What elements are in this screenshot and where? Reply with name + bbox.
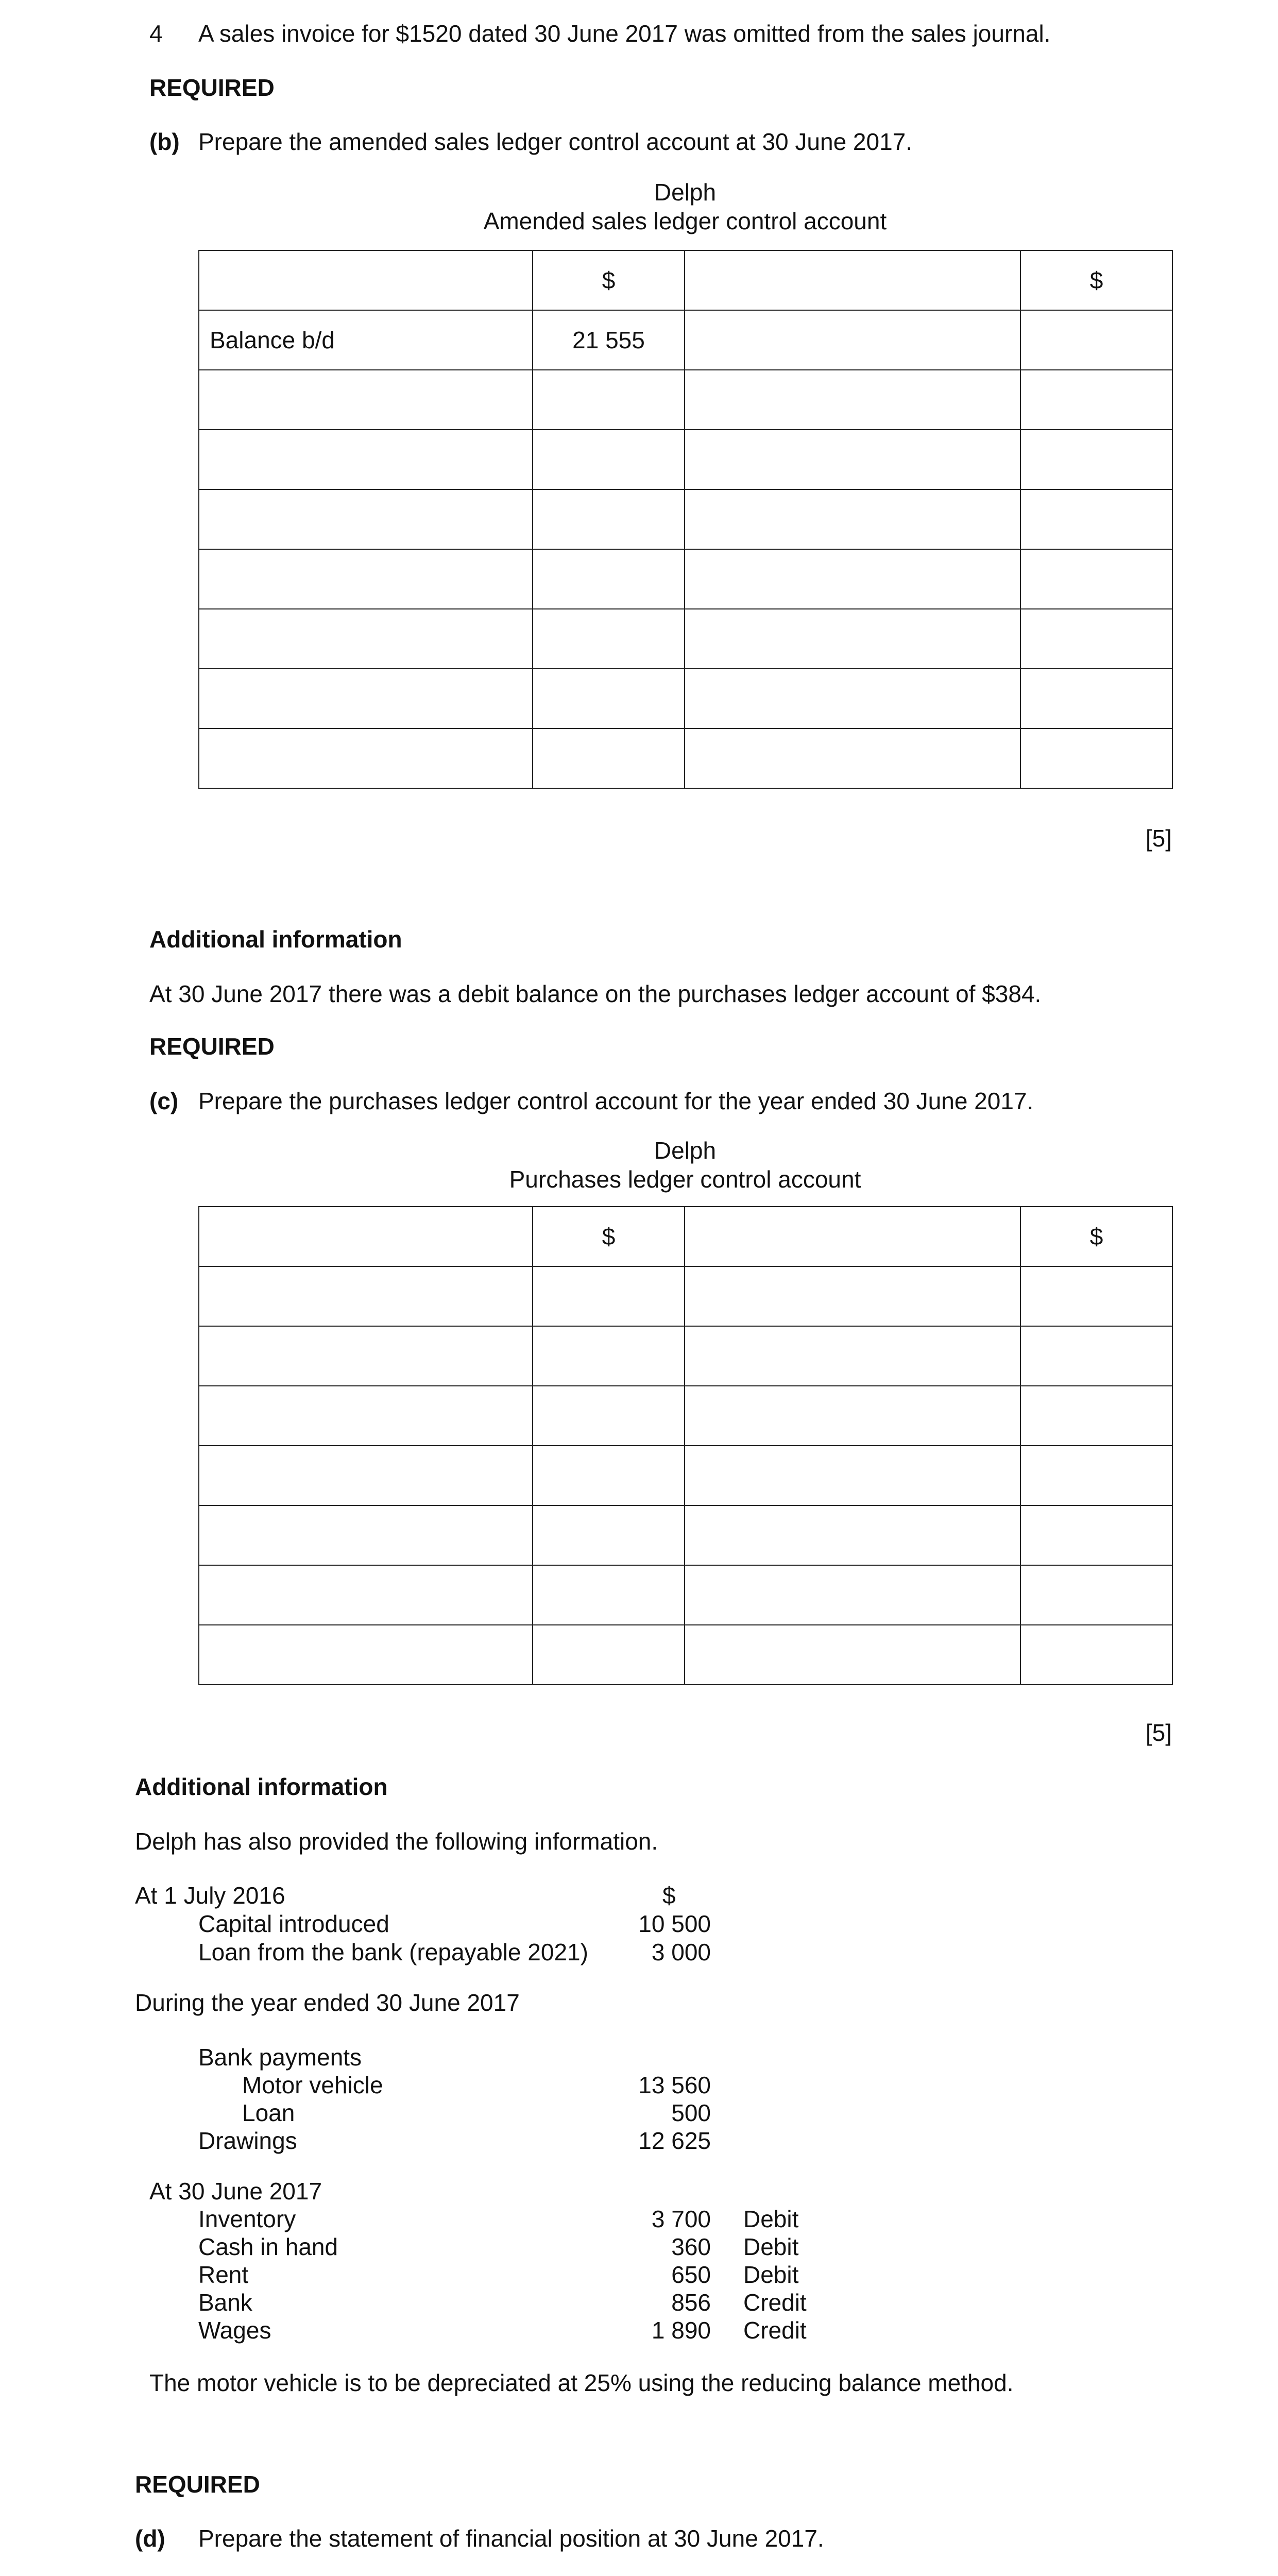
drawings-value: 12 625: [638, 2127, 711, 2154]
balance-value: 360: [671, 2233, 711, 2260]
answer-cell[interactable]: [1020, 1266, 1172, 1326]
answer-cell[interactable]: [533, 1266, 685, 1326]
answer-cell[interactable]: [533, 728, 685, 788]
answer-cell[interactable]: [199, 728, 533, 788]
answer-cell[interactable]: [533, 430, 685, 489]
answer-cell[interactable]: [199, 669, 533, 728]
part-d-instruction: Prepare the statement of financial position at 30 June 2017.: [198, 2525, 824, 2552]
required-heading-b: REQUIRED: [149, 74, 275, 101]
table-row: [199, 1386, 1172, 1446]
at-end-label: At 30 June 2017: [149, 2178, 322, 2205]
balance-label: Inventory: [198, 2206, 296, 2232]
balance-value: 650: [671, 2261, 711, 2288]
table-row: [199, 728, 1172, 788]
answer-cell[interactable]: [199, 1446, 533, 1505]
answer-cell[interactable]: [685, 1625, 1020, 1685]
account-title-c-name: Purchases ledger control account: [509, 1166, 861, 1193]
answer-cell[interactable]: [685, 1446, 1020, 1505]
answer-cell[interactable]: [1020, 1565, 1172, 1625]
required-heading-d: REQUIRED: [135, 2471, 260, 2498]
table-row: [199, 549, 1172, 609]
answer-cell[interactable]: [199, 1565, 533, 1625]
marks-b: [5]: [1145, 825, 1172, 852]
answer-cell[interactable]: [533, 1505, 685, 1565]
answer-cell[interactable]: [199, 1386, 533, 1446]
loan-repayment-label: Loan: [242, 2099, 295, 2126]
account-title-b-name: Amended sales ledger control account: [483, 208, 887, 234]
answer-cell[interactable]: [199, 1326, 533, 1386]
answer-cell[interactable]: [1020, 549, 1172, 609]
answer-cell[interactable]: [199, 549, 533, 609]
answer-cell[interactable]: [533, 1326, 685, 1386]
answer-cell[interactable]: [199, 430, 533, 489]
balance-side: Credit: [743, 2289, 807, 2316]
answer-cell[interactable]: [685, 609, 1020, 669]
required-heading-c: REQUIRED: [149, 1033, 275, 1060]
table-row: [199, 489, 1172, 549]
balance-label: Rent: [198, 2261, 249, 2288]
answer-cell[interactable]: [1020, 669, 1172, 728]
answer-cell[interactable]: [1020, 728, 1172, 788]
account-title-c-entity: Delph: [654, 1137, 717, 1164]
part-b-label: (b): [149, 128, 180, 155]
header-cell: [685, 250, 1020, 310]
balance-side: Debit: [743, 2206, 799, 2232]
question-number: 4: [149, 20, 163, 47]
answer-cell[interactable]: [685, 310, 1020, 370]
table-row: [199, 430, 1172, 489]
balance-label: Bank: [198, 2289, 252, 2316]
answer-cell[interactable]: [685, 669, 1020, 728]
answer-cell[interactable]: [533, 609, 685, 669]
answer-cell[interactable]: 21 555: [533, 310, 685, 370]
header-cell: $: [1020, 250, 1172, 310]
answer-cell[interactable]: [685, 430, 1020, 489]
answer-cell[interactable]: [685, 1266, 1020, 1326]
answer-cell[interactable]: [533, 1446, 685, 1505]
answer-cell[interactable]: [533, 669, 685, 728]
additional-info-text-c: At 30 June 2017 there was a debit balance on the purchases ledger account of $384.: [149, 980, 1042, 1007]
table-row: [199, 370, 1172, 430]
table-header-row: [199, 1207, 1172, 1266]
drawings-label: Drawings: [198, 2127, 297, 2154]
part-c-instruction: Prepare the purchases ledger control account for the year ended 30 June 2017.: [198, 1088, 1034, 1114]
answer-cell[interactable]: [685, 1326, 1020, 1386]
depreciation-note: The motor vehicle is to be depreciated at 25% using the reducing balance method.: [149, 2369, 1014, 2396]
table-row: [199, 310, 1172, 370]
loan-repayment-value: 500: [671, 2099, 711, 2126]
balance-side: Credit: [743, 2317, 807, 2344]
header-cell: $: [533, 250, 685, 310]
answer-cell[interactable]: [1020, 1326, 1172, 1386]
table-row: [199, 1565, 1172, 1625]
answer-cell[interactable]: [533, 1386, 685, 1446]
answer-cell[interactable]: [1020, 1446, 1172, 1505]
answer-cell[interactable]: [1020, 310, 1172, 370]
answer-cell[interactable]: [199, 1266, 533, 1326]
answer-cell[interactable]: [1020, 489, 1172, 549]
table-row: [199, 1266, 1172, 1326]
part-b-instruction: Prepare the amended sales ledger control account at 30 June 2017.: [198, 128, 913, 155]
table-row: [199, 1625, 1172, 1685]
header-cell: $: [1020, 1207, 1172, 1266]
answer-cell[interactable]: [199, 609, 533, 669]
answer-cell[interactable]: [1020, 430, 1172, 489]
additional-info-heading-c: Additional information: [149, 926, 402, 953]
additional-info-intro: Delph has also provided the following information.: [135, 1828, 658, 1855]
balance-side: Debit: [743, 2261, 799, 2288]
answer-cell[interactable]: [533, 370, 685, 430]
account-title-b-entity: Delph: [654, 179, 717, 206]
answer-cell[interactable]: [1020, 1625, 1172, 1685]
answer-cell[interactable]: Balance b/d: [199, 310, 533, 370]
answer-cell[interactable]: [199, 489, 533, 549]
answer-cell[interactable]: [533, 1565, 685, 1625]
balance-value: 856: [671, 2289, 711, 2316]
table-row: [199, 1446, 1172, 1505]
answer-cell[interactable]: [1020, 609, 1172, 669]
during-year-label: During the year ended 30 June 2017: [135, 1989, 520, 2016]
header-cell: $: [533, 1207, 685, 1266]
answer-cell[interactable]: [685, 1386, 1020, 1446]
header-cell: [199, 1207, 533, 1266]
question-intro: A sales invoice for $1520 dated 30 June 2017 was omitted from the sales journal.: [198, 20, 1051, 47]
part-d-label: (d): [135, 2525, 165, 2552]
balance-side: Debit: [743, 2233, 799, 2260]
answer-cell[interactable]: [685, 370, 1020, 430]
table-row: [199, 1326, 1172, 1386]
header-cell: [685, 1207, 1020, 1266]
capital-value: 10 500: [638, 1910, 711, 1937]
table-row: [199, 1505, 1172, 1565]
answer-cell[interactable]: [1020, 1505, 1172, 1565]
answer-cell[interactable]: [533, 489, 685, 549]
answer-cell[interactable]: [1020, 1386, 1172, 1446]
answer-cell[interactable]: [199, 1625, 533, 1685]
answer-cell[interactable]: [533, 549, 685, 609]
marks-c: [5]: [1145, 1719, 1172, 1746]
answer-cell[interactable]: [685, 1565, 1020, 1625]
balance-label: Wages: [198, 2317, 271, 2344]
loan-label: Loan from the bank (repayable 2021): [198, 1939, 588, 1965]
answer-cell[interactable]: [1020, 370, 1172, 430]
answer-cell[interactable]: [199, 1505, 533, 1565]
answer-cell[interactable]: [533, 1625, 685, 1685]
balance-value: 1 890: [651, 2317, 711, 2344]
sales-ledger-control-account-table: [198, 250, 1173, 789]
answer-cell[interactable]: [685, 489, 1020, 549]
motor-vehicle-label: Motor vehicle: [242, 2072, 383, 2098]
answer-cell[interactable]: [199, 370, 533, 430]
motor-vehicle-value: 13 560: [638, 2072, 711, 2098]
table-header-row: [199, 250, 1172, 310]
answer-cell[interactable]: [685, 728, 1020, 788]
bank-payments-label: Bank payments: [198, 2044, 362, 2071]
capital-label: Capital introduced: [198, 1910, 389, 1937]
purchases-ledger-control-account-table: [198, 1206, 1173, 1685]
currency-header: $: [662, 1882, 676, 1909]
table-row: [199, 669, 1172, 728]
balance-value: 3 700: [651, 2206, 711, 2232]
part-c-label: (c): [149, 1088, 179, 1114]
header-cell: [199, 250, 533, 310]
balance-label: Cash in hand: [198, 2233, 338, 2260]
loan-value: 3 000: [651, 1939, 711, 1965]
table-row: [199, 609, 1172, 669]
answer-cell[interactable]: [685, 1505, 1020, 1565]
additional-info-heading: Additional information: [135, 1773, 388, 1800]
at-start-label: At 1 July 2016: [135, 1882, 285, 1909]
answer-cell[interactable]: [685, 549, 1020, 609]
